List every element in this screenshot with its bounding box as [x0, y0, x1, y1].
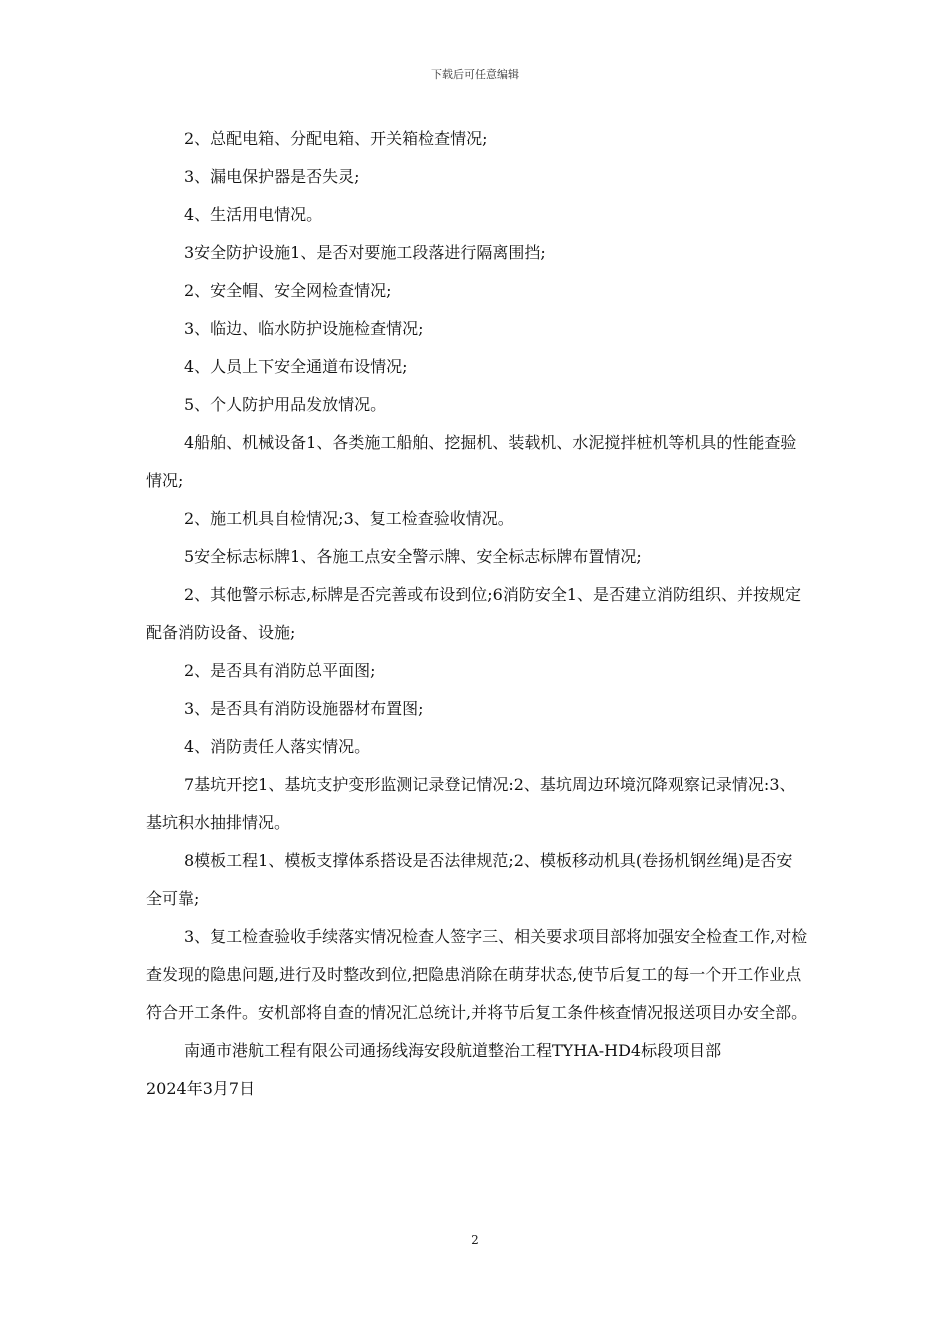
- paragraph: 2、是否具有消防总平面图;: [184, 661, 376, 680]
- paragraph: 3、是否具有消防设施器材布置图;: [184, 699, 424, 718]
- paragraph: 3、临边、临水防护设施检查情况;: [184, 319, 424, 338]
- paragraph: 2、其他警示标志,标牌是否完善或布设到位;6消防安全1、是否建立消防组织、并按规定配备消防设备、设施;: [146, 585, 802, 642]
- paragraph: 2、总配电箱、分配电箱、开关箱检查情况;: [184, 129, 488, 148]
- paragraph: 3、复工检查验收手续落实情况检查人签字三、相关要求项目部将加强安全检查工作,对检查发现的隐患问题,进行及时整改到位,把隐患消除在萌芽状态,使节后复工的每一个开工作业点符合开工条件。安机部将自查的情况汇总统计,并将节后复工条件核查情况报送项目办安全部。: [146, 927, 808, 1022]
- signature-organization: 南通市港航工程有限公司通扬线海安段航道整治工程TYHA-HD4标段项目部: [184, 1041, 722, 1060]
- page-number: 2: [471, 1233, 479, 1247]
- paragraph: 4、人员上下安全通道布设情况;: [184, 357, 408, 376]
- paragraph: 2、施工机具自检情况;3、复工检查验收情况。: [184, 509, 514, 528]
- paragraph: 5、个人防护用品发放情况。: [184, 395, 387, 414]
- page-header-note: 下载后可任意编辑: [431, 68, 519, 81]
- paragraph: 3安全防护设施1、是否对要施工段落进行隔离围挡;: [184, 243, 546, 262]
- paragraph: 8模板工程1、模板支撑体系搭设是否法律规范;2、模板移动机具(卷扬机钢丝绳)是否安全可靠;: [146, 851, 793, 908]
- paragraph: 4船舶、机械设备1、各类施工船舶、挖掘机、装载机、水泥搅拌桩机等机具的性能查验情况;: [146, 433, 797, 490]
- paragraph: 4、消防责任人落实情况。: [184, 737, 371, 756]
- paragraph: 3、漏电保护器是否失灵;: [184, 167, 360, 186]
- paragraph: 7基坑开挖1、基坑支护变形监测记录登记情况:2、基坑周边环境沉降观察记录情况:3、基坑积水抽排情况。: [146, 775, 796, 832]
- document-body: [146, 120, 808, 1108]
- signature-date: 2024年3月7日: [146, 1079, 256, 1098]
- paragraph: 4、生活用电情况。: [184, 205, 323, 224]
- paragraph: 2、安全帽、安全网检查情况;: [184, 281, 392, 300]
- paragraph: 5安全标志标牌1、各施工点安全警示牌、安全标志标牌布置情况;: [184, 547, 642, 566]
